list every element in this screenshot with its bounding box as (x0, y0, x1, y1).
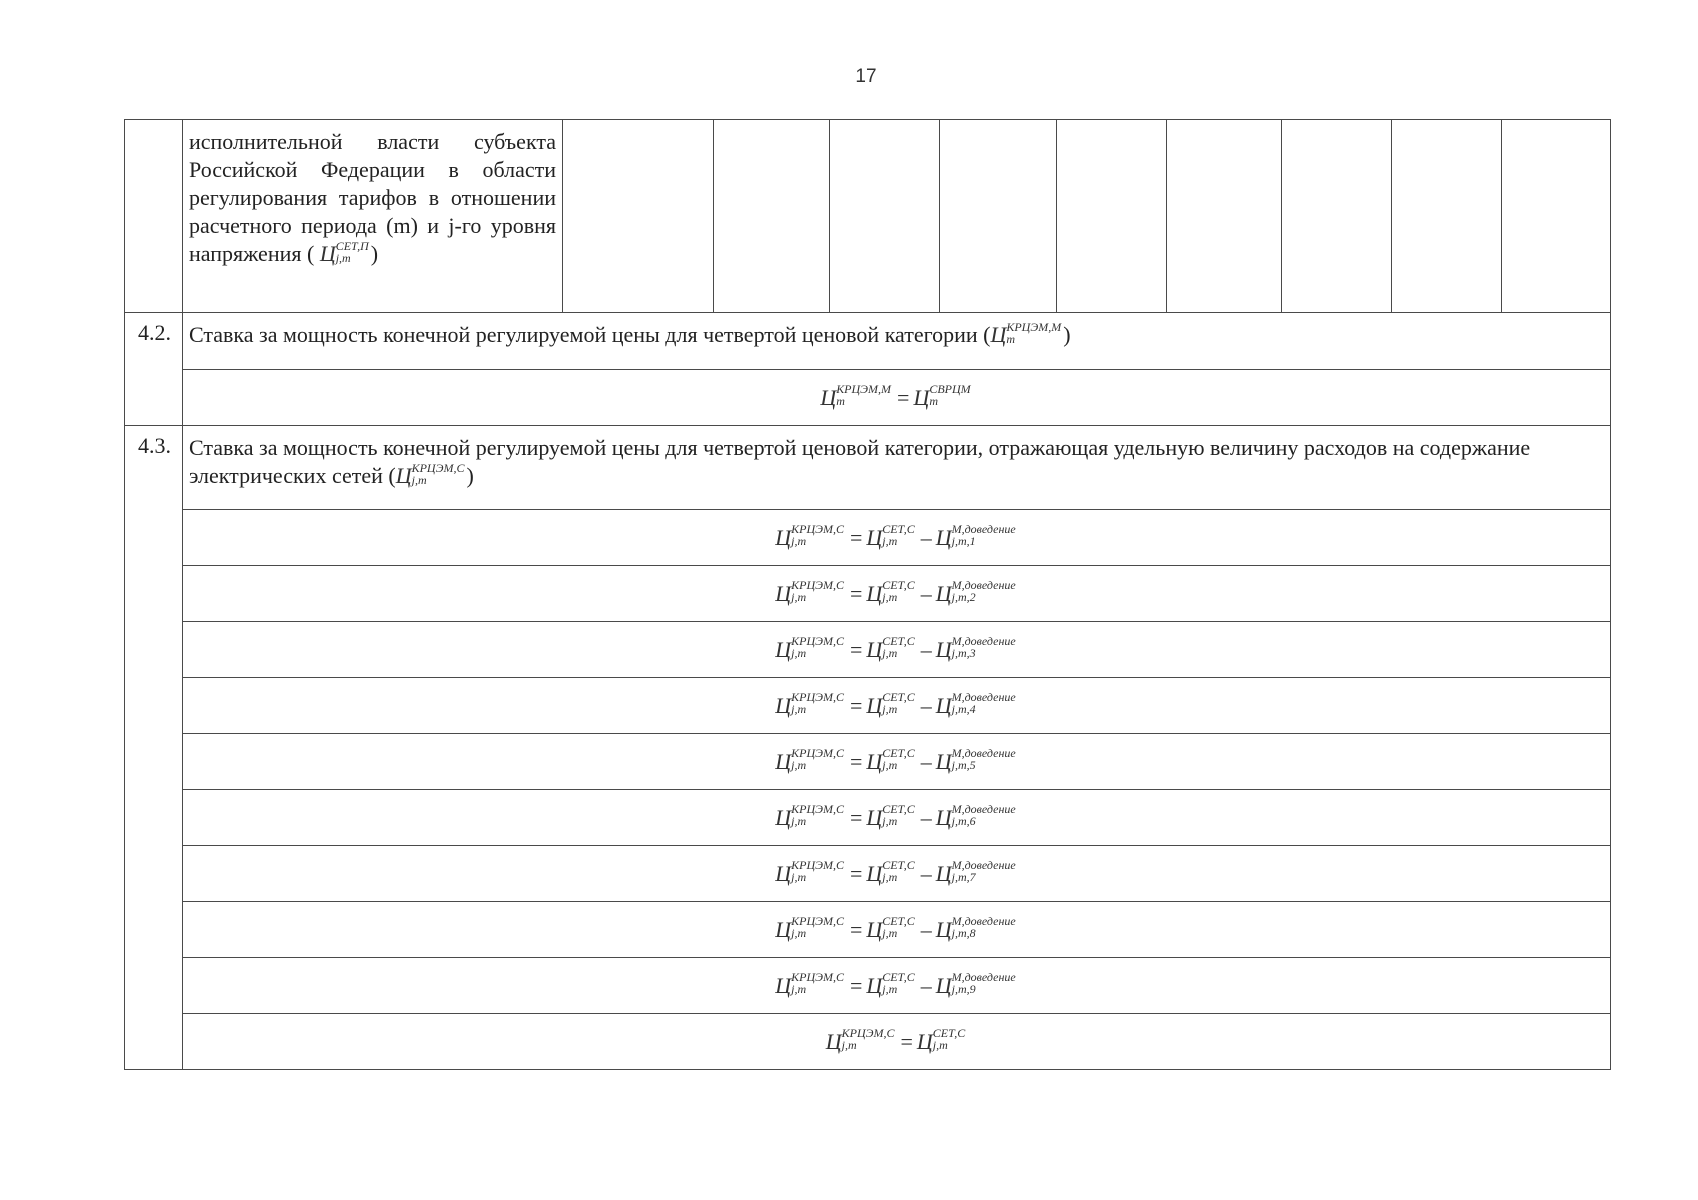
continuation-text: исполнительной власти субъекта Российской Федерации в области регулирования тарифов в отношении расчетного периода (m) и j-го уровня напряжения ( (189, 129, 556, 266)
formula-3: Ц КРЦЭМ,С j,m = Ц СЕТ,С j,m – Ц М,доведение j,m,3 (775, 634, 1016, 662)
section-4-2-formula-row (125, 370, 1611, 426)
continuation-row (125, 120, 1611, 313)
section-4-2-heading (183, 313, 1611, 370)
section-4-3-formula-row (125, 958, 1611, 1014)
section-4-3-number: 4.3. (125, 426, 183, 1070)
continuation-symbol: Ц СЕТ,П j,m (319, 238, 369, 266)
section-4-2-formula-cell (183, 370, 1611, 426)
formula-cell (183, 902, 1611, 958)
section-4-3-formula-row (125, 734, 1611, 790)
section-4-2-close-paren: ) (1063, 322, 1071, 347)
section-4-2-formula: Ц КРЦЭМ,М m = Ц СВРЦМ m (820, 382, 971, 410)
formula-10: Ц КРЦЭМ,С j,m = Ц СЕТ,С j,m (825, 1026, 966, 1054)
formula-5: Ц КРЦЭМ,С j,m = Ц СЕТ,С j,m – Ц М,доведение j,m,5 (775, 746, 1016, 774)
section-4-3-formula-row (125, 678, 1611, 734)
formula-8: Ц КРЦЭМ,С j,m = Ц СЕТ,С j,m – Ц М,доведение j,m,8 (775, 914, 1016, 942)
empty-value-cell (940, 120, 1057, 313)
formula-1: Ц КРЦЭМ,С j,m = Ц СЕТ,С j,m – Ц М,доведение j,m,1 (775, 522, 1016, 550)
tariff-table (124, 119, 1611, 1070)
continuation-text-cell (183, 120, 563, 313)
formula-cell (183, 622, 1611, 678)
section-4-3-heading (183, 426, 1611, 510)
section-4-2-heading-row (125, 313, 1611, 370)
empty-value-cell (714, 120, 830, 313)
formula-cell (183, 678, 1611, 734)
empty-value-cell (830, 120, 940, 313)
section-4-3-formula-row-last (125, 1014, 1611, 1070)
section-4-3-formula-row (125, 510, 1611, 566)
empty-value-cell (563, 120, 714, 313)
section-4-2-heading-text: Ставка за мощность конечной регулируемой цены для четвертой ценовой категории ( (189, 322, 991, 347)
section-4-3-formula-row (125, 846, 1611, 902)
section-4-3-heading-symbol: Ц КРЦЭМ,С j,m (395, 460, 465, 488)
formula-9: Ц КРЦЭМ,С j,m = Ц СЕТ,С j,m – Ц М,доведение j,m,9 (775, 970, 1016, 998)
section-4-3-formula-row (125, 902, 1611, 958)
formula-cell (183, 510, 1611, 566)
page-number: 17 (855, 66, 877, 87)
formula-4: Ц КРЦЭМ,С j,m = Ц СЕТ,С j,m – Ц М,доведение j,m,4 (775, 690, 1016, 718)
formula-cell (183, 790, 1611, 846)
formula-cell (183, 566, 1611, 622)
section-4-3-heading-text: Ставка за мощность конечной регулируемой цены для четвертой ценовой категории, отражающая удельную величину расходов на содержание электрических сетей ( (189, 435, 1531, 488)
empty-value-cell (1167, 120, 1282, 313)
section-4-3-formula-row (125, 790, 1611, 846)
empty-value-cell (1282, 120, 1392, 313)
formula-cell (183, 1014, 1611, 1070)
section-4-3-formula-row (125, 566, 1611, 622)
section-4-3-heading-row (125, 426, 1611, 510)
continuation-number-cell (125, 120, 183, 313)
section-4-2-heading-symbol: Ц КРЦЭМ,М m (990, 319, 1062, 347)
empty-value-cell (1502, 120, 1611, 313)
empty-value-cell (1057, 120, 1167, 313)
formula-cell (183, 958, 1611, 1014)
formula-7: Ц КРЦЭМ,С j,m = Ц СЕТ,С j,m – Ц М,доведение j,m,7 (775, 858, 1016, 886)
continuation-close-paren: ) (370, 241, 379, 266)
section-4-3-formula-row (125, 622, 1611, 678)
section-4-2-number: 4.2. (125, 313, 183, 426)
formula-6: Ц КРЦЭМ,С j,m = Ц СЕТ,С j,m – Ц М,доведение j,m,6 (775, 802, 1016, 830)
formula-2: Ц КРЦЭМ,С j,m = Ц СЕТ,С j,m – Ц М,доведение j,m,2 (775, 578, 1016, 606)
formula-cell (183, 846, 1611, 902)
section-4-3-close-paren: ) (466, 463, 474, 488)
empty-value-cell (1392, 120, 1502, 313)
formula-cell (183, 734, 1611, 790)
